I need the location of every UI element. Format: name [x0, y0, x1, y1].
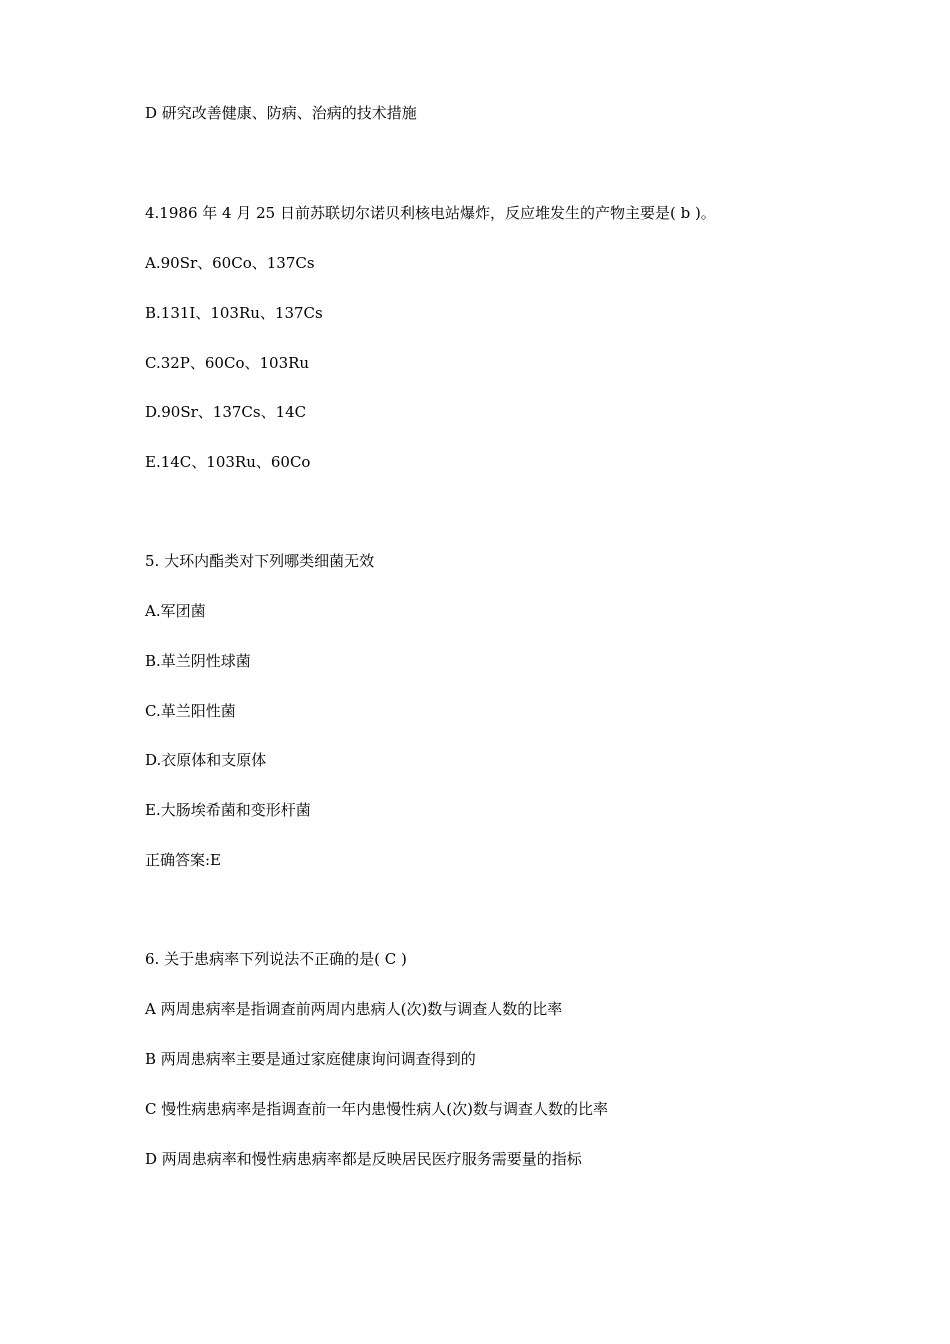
q5-question: 5. 大环内酯类对下列哪类细菌无效: [145, 552, 375, 570]
q6-option-c: C 慢性病患病率是指调查前一年内患慢性病人(次)数与调查人数的比率: [145, 1100, 608, 1118]
q6-question: 6. 关于患病率下列说法不正确的是( C ): [145, 950, 407, 968]
q5-option-d: D.衣原体和支原体: [145, 751, 267, 769]
q4-question: 4.1986 年 4 月 25 日前苏联切尔诺贝利核电站爆炸，反应堆发生的产物主要是( b )。: [145, 204, 716, 222]
q4-option-d: D.90Sr、137Cs、14C: [145, 403, 307, 421]
q5-option-c: C.革兰阳性菌: [145, 702, 236, 720]
q5-option-b: B.革兰阴性球菌: [145, 652, 251, 670]
q6-option-d: D 两周患病率和慢性病患病率都是反映居民医疗服务需要量的指标: [145, 1150, 582, 1168]
q5-option-e: E.大肠埃希菌和变形杆菌: [145, 801, 311, 819]
q5-answer: 正确答案:E: [145, 851, 222, 869]
q3-option-d: D 研究改善健康、防病、治病的技术措施: [145, 104, 417, 122]
q5-option-a: A.军团菌: [145, 602, 206, 620]
q6-option-b: B 两周患病率主要是通过家庭健康询问调查得到的: [145, 1050, 476, 1068]
q4-option-c: C.32P、60Co、103Ru: [145, 354, 310, 372]
q4-option-b: B.131I、103Ru、137Cs: [145, 304, 323, 322]
q4-option-e: E.14C、103Ru、60Co: [145, 453, 311, 471]
q6-option-a: A 两周患病率是指调查前两周内患病人(次)数与调查人数的比率: [145, 1000, 563, 1018]
q4-option-a: A.90Sr、60Co、137Cs: [145, 254, 315, 272]
